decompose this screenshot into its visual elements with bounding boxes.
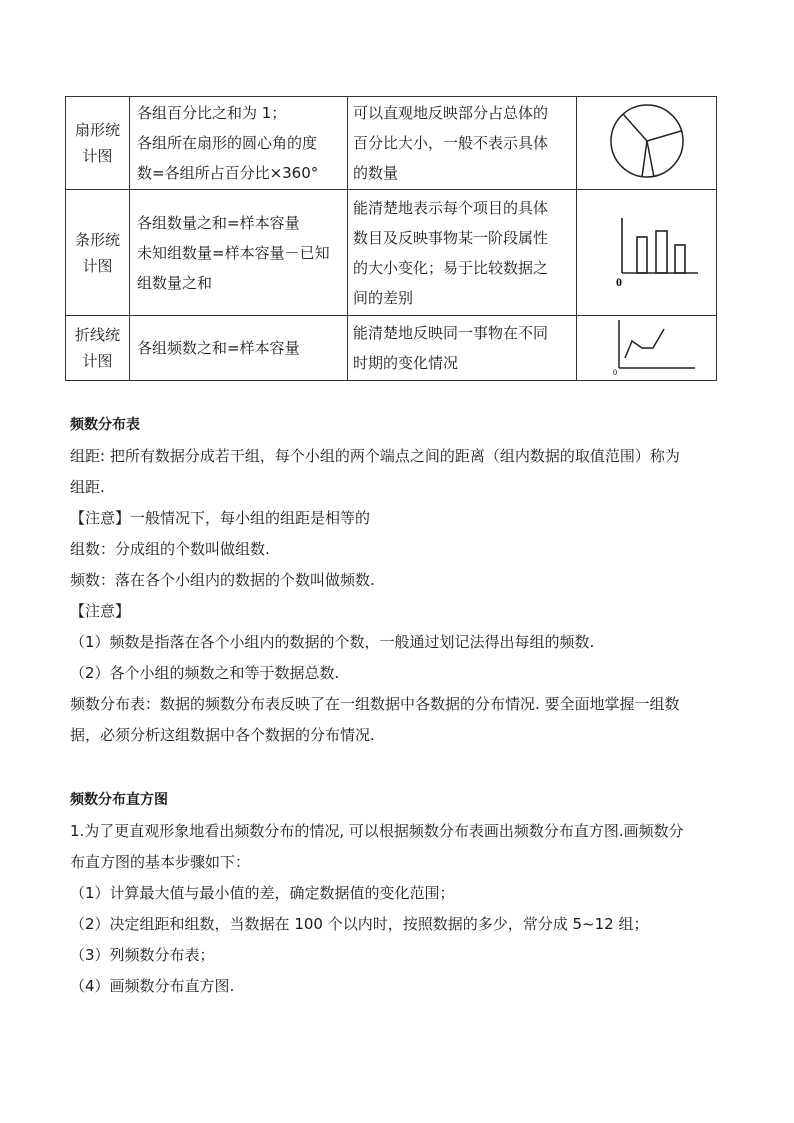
origin-label: 0 [612, 368, 617, 376]
chart-type-name: 计图 [82, 352, 113, 370]
paragraph-line: （2）各个小组的频数之和等于数据总数. [70, 664, 340, 682]
paragraph-line: 【注意】 [70, 602, 131, 620]
paragraph-line: 据，必须分析这组数据中各个数据的分布情况. [70, 726, 375, 744]
section-frequency-table [70, 410, 730, 751]
paragraph-line: 【注意】一般情况下，每小组的组距是相等的 [70, 509, 371, 527]
paragraph-line: （2）决定组距和组数，当数据在 100 个以内时，按照数据的多少，常分成 5~12 组； [70, 915, 649, 933]
chart-type-cell [66, 97, 130, 190]
feature-cell [348, 190, 577, 316]
feature-line: 可以直观地反映部分占总体的 [353, 104, 549, 122]
icon-cell [577, 97, 717, 190]
table-row-bar [66, 190, 717, 316]
section-heading: 频数分布表 [70, 417, 140, 433]
feature-cell [348, 97, 577, 190]
feature-line: 能清楚地表示每个项目的具体 [353, 198, 549, 217]
feature-cell [348, 316, 577, 381]
chart-type-name: 计图 [82, 147, 113, 165]
formula-line: 各组所在扇形的圆心角的度 [137, 134, 318, 152]
chart-type-name: 折线统 [74, 326, 120, 344]
paragraph-line: （4）画频数分布直方图. [70, 977, 235, 995]
table-row-pie [66, 97, 717, 190]
feature-line: 间的差别 [353, 288, 414, 307]
icon-cell [577, 316, 717, 381]
paragraph-line: 组距: 把所有数据分成若干组，每个小组的两个端点之间的距离（组内数据的取值范围）称为 [70, 447, 680, 465]
chart-type-name: 条形统 [74, 230, 120, 249]
paragraph-line: （3）列频数分布表； [70, 946, 215, 964]
chart-type-name: 扇形统 [74, 121, 120, 139]
chart-type-cell [66, 190, 130, 316]
paragraph-line: 频数：落在各个小组内的数据的个数叫做频数. [70, 571, 375, 589]
feature-line: 百分比大小，一般不表示具体 [353, 134, 549, 152]
paragraph-line: 频数分布表：数据的频数分布表反映了在一组数据中各数据的分布情况. 要全面地掌握一组数 [70, 695, 680, 713]
section-heading: 频数分布直方图 [70, 792, 168, 808]
formula-cell [130, 190, 348, 316]
paragraph-line: 组数：分成组的个数叫做组数. [70, 540, 270, 558]
formula-cell [130, 316, 348, 381]
statistics-chart-table [65, 96, 717, 381]
icon-cell [577, 190, 717, 316]
feature-line: 能清楚地反映同一事物在不同 [353, 324, 549, 342]
chart-type-cell [66, 316, 130, 381]
paragraph-line: 布直方图的基本步骤如下： [70, 853, 251, 871]
paragraph-line: （1）计算最大值与最小值的差，确定数据值的变化范围； [70, 884, 455, 902]
paragraph-line: 组距. [70, 478, 105, 496]
formula-line: 数=各组所占百分比×360° [137, 164, 319, 182]
feature-line: 的数量 [353, 164, 399, 182]
feature-line: 时期的变化情况 [353, 354, 459, 372]
origin-label: 0 [615, 274, 622, 289]
formula-line: 未知组数量=样本容量－已知 [137, 243, 330, 262]
pie-chart-icon [597, 101, 697, 181]
formula-cell [130, 97, 348, 190]
feature-line: 的大小变化；易于比较数据之 [353, 258, 549, 277]
line-chart-icon [597, 316, 697, 376]
section-histogram [70, 785, 730, 1002]
paragraph-line: 1.为了更直观形象地看出频数分布的情况, 可以根据频数分布表画出频数分布直方图.画频数分 [70, 822, 684, 840]
paragraph-line: （1）频数是指落在各个小组内的数据的个数，一般通过划记法得出每组的频数. [70, 633, 595, 651]
bar-chart-icon [592, 211, 702, 291]
formula-line: 各组频数之和=样本容量 [137, 339, 300, 357]
formula-line: 各组百分比之和为 1； [137, 104, 287, 122]
table-row-line [66, 316, 717, 381]
chart-type-name: 计图 [82, 256, 113, 275]
formula-line: 各组数量之和=样本容量 [137, 213, 300, 232]
formula-line: 组数量之和 [137, 273, 213, 292]
feature-line: 数目及反映事物某一阶段属性 [353, 228, 549, 247]
